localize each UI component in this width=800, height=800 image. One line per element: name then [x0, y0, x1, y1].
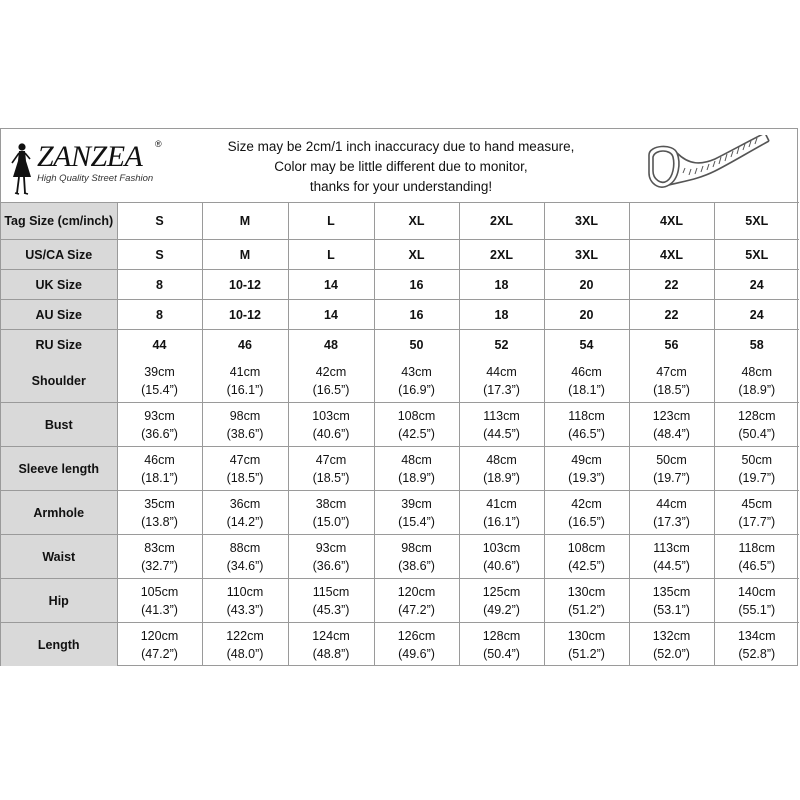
cm-value: 42cm [315, 364, 347, 379]
inch-value: (42.5”) [568, 558, 605, 573]
inch-value: (47.2”) [141, 646, 178, 661]
inch-value: (18.9”) [398, 470, 435, 485]
cm-value: 98cm [229, 408, 261, 423]
row-label: RU Size [1, 330, 117, 360]
measurement-cell [544, 579, 629, 623]
cm-value: 125cm [482, 584, 521, 599]
inch-value: (17.3”) [653, 514, 690, 529]
measurement-notice [201, 137, 601, 197]
size-cell: 52 [459, 330, 544, 360]
brand-tagline: High Quality Street Fashion [37, 173, 154, 184]
cm-value: 39cm [401, 496, 432, 511]
inch-value: (16.5”) [568, 514, 605, 529]
measurement-row [1, 491, 799, 535]
cm-value: 93cm [144, 408, 175, 423]
size-cell: L [288, 203, 374, 240]
cm-value: 120cm [397, 584, 436, 599]
measurement-cell [629, 535, 714, 579]
size-cell: M [202, 203, 288, 240]
size-cell: 14 [288, 270, 374, 300]
measurement-cell [714, 623, 799, 667]
measurement-cell [202, 403, 288, 447]
inch-value: (46.5”) [568, 426, 605, 441]
size-cell: 5XL [714, 240, 799, 270]
inch-value: (19.7”) [653, 470, 690, 485]
inch-value: (50.4”) [738, 426, 776, 441]
inch-value: (52.0”) [653, 646, 690, 661]
size-cell: 54 [544, 330, 629, 360]
cm-value: 110cm [226, 584, 264, 599]
inch-value: (16.5”) [312, 382, 350, 397]
cm-value: 108cm [397, 408, 436, 423]
row-label: Armhole [1, 491, 117, 535]
measurement-cell [459, 359, 544, 403]
measurement-cell [117, 579, 202, 623]
measurement-cell [288, 623, 374, 667]
measurement-cell [374, 491, 459, 535]
size-cell: 8 [117, 300, 202, 330]
measurement-cell [374, 403, 459, 447]
measurement-row [1, 359, 799, 403]
size-cell: 14 [288, 300, 374, 330]
measurement-cell [202, 359, 288, 403]
inch-value: (32.7”) [141, 558, 178, 573]
notice-line-2: Color may be little different due to monitor, [274, 159, 528, 174]
size-cell: 24 [714, 270, 799, 300]
cm-value: 103cm [482, 540, 521, 555]
size-cell: 24 [714, 300, 799, 330]
brand-name: ZANZEA [37, 140, 143, 173]
size-cell: 18 [459, 300, 544, 330]
measurement-cell [629, 579, 714, 623]
inch-value: (15.0”) [312, 514, 350, 529]
notice-line-3: thanks for your understanding! [309, 179, 493, 194]
inch-value: (36.6”) [312, 558, 350, 573]
measurement-cell [629, 623, 714, 667]
row-label: UK Size [1, 270, 117, 300]
size-cell: 16 [374, 270, 459, 300]
measurement-cell [714, 491, 799, 535]
size-cell: S [117, 203, 202, 240]
cm-value: 48cm [741, 364, 773, 379]
cm-value: 113cm [483, 408, 520, 423]
measurement-cell [117, 359, 202, 403]
size-cell: 22 [629, 270, 714, 300]
measurement-cell [714, 579, 799, 623]
cm-value: 132cm [652, 628, 691, 643]
inch-value: (42.5”) [398, 426, 435, 441]
cm-value: 130cm [567, 584, 606, 599]
inch-value: (45.3”) [312, 602, 350, 617]
inch-value: (18.5”) [226, 470, 264, 485]
row-label: Length [1, 623, 117, 667]
measurement-cell [202, 447, 288, 491]
size-cell: 2XL [459, 240, 544, 270]
cm-value: 122cm [226, 628, 264, 643]
inch-value: (48.0”) [226, 646, 264, 661]
inch-value: (41.3”) [141, 602, 178, 617]
cm-value: 124cm [312, 628, 350, 643]
measurement-row [1, 623, 799, 667]
cm-value: 42cm [571, 496, 602, 511]
cm-value: 44cm [656, 496, 687, 511]
cm-value: 48cm [401, 452, 432, 467]
size-cell: 56 [629, 330, 714, 360]
cm-value: 113cm [653, 540, 690, 555]
inch-value: (36.6”) [141, 426, 178, 441]
inch-value: (34.6”) [226, 558, 264, 573]
size-cell: 3XL [544, 203, 629, 240]
registered-mark: ® [155, 139, 162, 149]
size-cell: 4XL [629, 203, 714, 240]
size-chart-header [1, 129, 799, 203]
cm-value: 93cm [315, 540, 347, 555]
measurement-cell [202, 491, 288, 535]
measurement-cell [374, 359, 459, 403]
measurement-row [1, 579, 799, 623]
measurement-cell [288, 579, 374, 623]
cm-value: 130cm [567, 628, 606, 643]
inch-value: (44.5”) [653, 558, 690, 573]
row-label: Sleeve length [1, 447, 117, 491]
cm-value: 88cm [229, 540, 261, 555]
measurement-cell [374, 447, 459, 491]
inch-value: (50.4”) [483, 646, 520, 661]
inch-value: (17.3”) [483, 382, 520, 397]
cm-value: 50cm [656, 452, 687, 467]
measurement-cell [117, 535, 202, 579]
row-label: AU Size [1, 300, 117, 330]
measurement-cell [374, 535, 459, 579]
size-cell: XL [374, 203, 459, 240]
cm-value: 108cm [567, 540, 606, 555]
inch-value: (51.2”) [568, 646, 605, 661]
measurement-cell [117, 447, 202, 491]
measurement-row [1, 403, 799, 447]
inch-value: (18.1”) [141, 470, 178, 485]
size-cell: M [202, 240, 288, 270]
inch-value: (46.5”) [738, 558, 776, 573]
measurement-cell [117, 623, 202, 667]
inch-value: (18.5”) [653, 382, 690, 397]
inch-value: (40.6”) [483, 558, 520, 573]
size-cell: 16 [374, 300, 459, 330]
cm-value: 103cm [312, 408, 350, 423]
measurement-cell [117, 403, 202, 447]
inch-value: (18.1”) [568, 382, 605, 397]
cm-value: 49cm [571, 452, 602, 467]
inch-value: (18.9”) [483, 470, 520, 485]
inch-value: (48.4”) [653, 426, 690, 441]
measurement-cell [714, 403, 799, 447]
size-cell: 5XL [714, 203, 799, 240]
size-row [1, 270, 799, 300]
cm-value: 41cm [229, 364, 261, 379]
size-cell: XL [374, 240, 459, 270]
inch-value: (18.5”) [312, 470, 350, 485]
inch-value: (18.9”) [738, 382, 776, 397]
measurement-row [1, 447, 799, 491]
size-cell: S [117, 240, 202, 270]
cm-value: 48cm [486, 452, 517, 467]
row-label: US/CA Size [1, 240, 117, 270]
inch-value: (53.1”) [653, 602, 690, 617]
measuring-tape-icon [639, 135, 775, 197]
size-row [1, 300, 799, 330]
cm-value: 126cm [397, 628, 436, 643]
measurement-cell [459, 623, 544, 667]
inch-value: (19.3”) [568, 470, 605, 485]
measurement-cell [714, 535, 799, 579]
cm-value: 38cm [315, 496, 347, 511]
cm-value: 47cm [315, 452, 347, 467]
cm-value: 115cm [312, 584, 350, 599]
size-cell: 50 [374, 330, 459, 360]
size-cell: 4XL [629, 240, 714, 270]
size-cell: 8 [117, 270, 202, 300]
inch-value: (16.1”) [483, 514, 520, 529]
cm-value: 140cm [737, 584, 776, 599]
measurement-cell [202, 535, 288, 579]
cm-value: 135cm [652, 584, 691, 599]
size-cell: 48 [288, 330, 374, 360]
measurement-cell [459, 579, 544, 623]
inch-value: (51.2”) [568, 602, 605, 617]
measurement-cell [629, 447, 714, 491]
inch-value: (16.9”) [398, 382, 435, 397]
row-label: Hip [1, 579, 117, 623]
cm-value: 50cm [741, 452, 773, 467]
measurement-cell [544, 447, 629, 491]
inch-value: (17.7”) [738, 514, 776, 529]
cm-value: 134cm [737, 628, 776, 643]
cm-value: 46cm [144, 452, 175, 467]
measurement-cell [288, 359, 374, 403]
inch-value: (38.6”) [398, 558, 435, 573]
cm-value: 118cm [738, 540, 776, 555]
inch-value: (13.8”) [141, 514, 178, 529]
cm-value: 45cm [741, 496, 773, 511]
inch-value: (15.4”) [398, 514, 435, 529]
cm-value: 39cm [144, 364, 175, 379]
size-cell: 44 [117, 330, 202, 360]
measurement-cell [544, 491, 629, 535]
size-cell: 10-12 [202, 300, 288, 330]
inch-value: (48.8”) [312, 646, 350, 661]
inch-value: (49.6”) [398, 646, 435, 661]
measurement-cell [288, 403, 374, 447]
measurement-cell [374, 579, 459, 623]
cm-value: 120cm [140, 628, 179, 643]
size-cell: 10-12 [202, 270, 288, 300]
size-row [1, 203, 799, 240]
measurement-cell [629, 491, 714, 535]
cm-value: 47cm [656, 364, 687, 379]
size-row [1, 330, 799, 360]
size-cell: 20 [544, 270, 629, 300]
size-cell: 18 [459, 270, 544, 300]
cm-value: 47cm [229, 452, 261, 467]
inch-value: (43.3”) [226, 602, 264, 617]
measurement-cell [459, 535, 544, 579]
inch-value: (52.8”) [738, 646, 776, 661]
fashion-figure-icon [7, 141, 35, 197]
inch-value: (40.6”) [312, 426, 350, 441]
measurement-cell [288, 491, 374, 535]
row-label: Tag Size (cm/inch) [1, 203, 117, 240]
measurement-cell [288, 535, 374, 579]
size-cell: 58 [714, 330, 799, 360]
measurement-cell [629, 359, 714, 403]
inch-value: (19.7”) [738, 470, 776, 485]
measurement-cell [544, 403, 629, 447]
size-cell: L [288, 240, 374, 270]
measurement-cell [544, 623, 629, 667]
measurement-cell [459, 491, 544, 535]
inch-value: (15.4”) [141, 382, 178, 397]
measurement-cell [374, 623, 459, 667]
inch-value: (14.2”) [226, 514, 264, 529]
size-chart [0, 128, 798, 666]
cm-value: 43cm [401, 364, 432, 379]
cm-value: 35cm [144, 496, 175, 511]
measurement-rows [1, 359, 799, 666]
inch-value: (47.2”) [398, 602, 435, 617]
cm-value: 36cm [229, 496, 261, 511]
measurement-cell [459, 403, 544, 447]
size-cell: 46 [202, 330, 288, 360]
cm-value: 123cm [652, 408, 691, 423]
measurement-cell [714, 447, 799, 491]
size-cell: 22 [629, 300, 714, 330]
cm-value: 128cm [482, 628, 521, 643]
size-cell: 20 [544, 300, 629, 330]
measurement-cell [459, 447, 544, 491]
row-label: Shoulder [1, 359, 117, 403]
measurement-cell [202, 579, 288, 623]
inch-value: (55.1”) [738, 602, 776, 617]
size-cell: 2XL [459, 203, 544, 240]
measurement-cell [544, 535, 629, 579]
notice-line-1: Size may be 2cm/1 inch inaccuracy due to hand measure, [227, 139, 575, 154]
size-row [1, 240, 799, 270]
measurement-cell [629, 403, 714, 447]
brand-logo [7, 137, 197, 197]
inch-value: (16.1”) [226, 382, 264, 397]
size-table [1, 203, 799, 666]
row-label: Bust [1, 403, 117, 447]
inch-value: (44.5”) [483, 426, 520, 441]
measurement-cell [117, 491, 202, 535]
measurement-row [1, 535, 799, 579]
cm-value: 128cm [737, 408, 776, 423]
cm-value: 83cm [144, 540, 175, 555]
cm-value: 118cm [568, 408, 605, 423]
measurement-cell [288, 447, 374, 491]
cm-value: 105cm [140, 584, 179, 599]
cm-value: 44cm [486, 364, 517, 379]
inch-value: (38.6”) [226, 426, 264, 441]
measurement-cell [544, 359, 629, 403]
measurement-cell [714, 359, 799, 403]
size-cell: 3XL [544, 240, 629, 270]
cm-value: 41cm [486, 496, 517, 511]
row-label: Waist [1, 535, 117, 579]
inch-value: (49.2”) [483, 602, 520, 617]
size-rows [1, 203, 799, 359]
measurement-cell [202, 623, 288, 667]
cm-value: 46cm [571, 364, 602, 379]
cm-value: 98cm [401, 540, 432, 555]
